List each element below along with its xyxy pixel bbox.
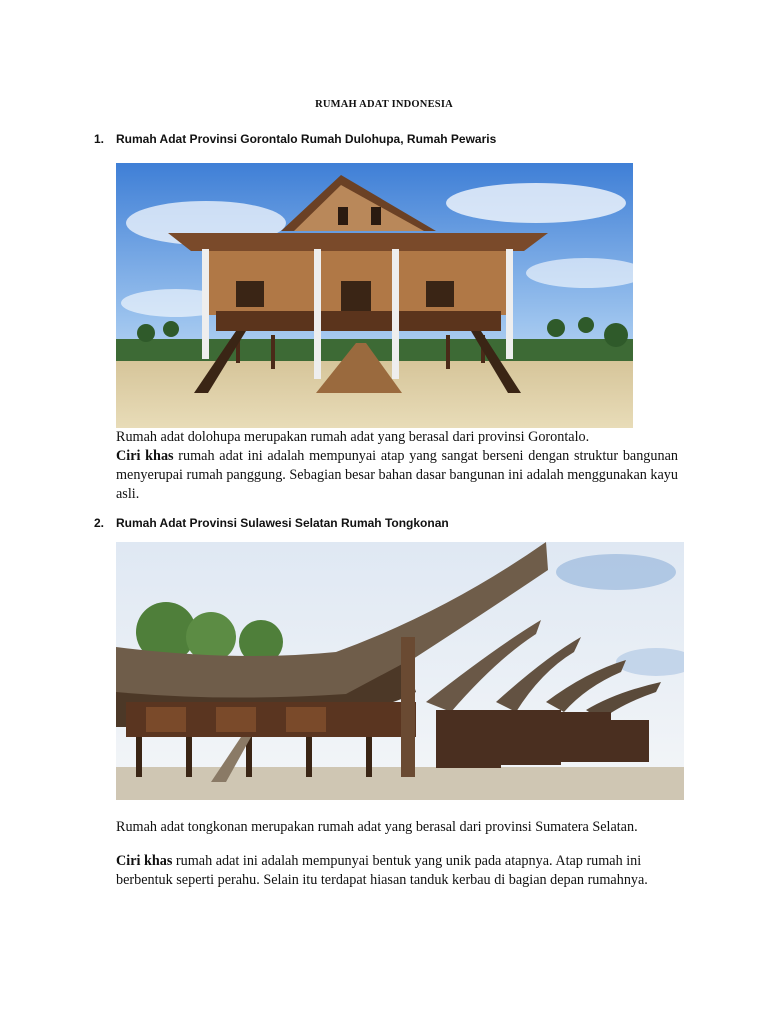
section-2-intro: Rumah adat tongkonan merupakan rumah adat yang berasal dari provinsi Sumatera Selatan. — [116, 819, 638, 835]
section-1-ciri-label: Ciri khas — [116, 448, 174, 464]
section-2-number: 2. — [94, 516, 105, 530]
section-2-heading — [94, 516, 449, 530]
section-1-heading-text: Rumah Adat Provinsi Gorontalo Rumah Dulohupa, Rumah Pewaris — [116, 132, 497, 146]
tongkonan-house-illustration — [116, 542, 684, 800]
section-1-intro: Rumah adat dolohupa merupakan rumah adat yang berasal dari provinsi Gorontalo. — [116, 429, 590, 445]
section-2-description — [116, 852, 678, 890]
section-2-ciri — [116, 852, 678, 890]
dulohupa-house-illustration — [116, 163, 633, 428]
dulohupa-house-photo — [116, 163, 633, 428]
section-2-ciri-text: rumah adat ini adalah mempunyai bentuk yang unik pada atapnya. Atap rumah ini berbentuk seperti perahu. Selain itu terdapat hiasan tanduk kerbau di bagian depan rumahnya. — [116, 853, 648, 888]
section-2-ciri-label: Ciri khas — [116, 853, 173, 869]
section-1-heading — [94, 132, 496, 146]
section-1-number: 1. — [94, 132, 105, 146]
tongkonan-house-photo — [116, 542, 684, 800]
section-2-heading-text: Rumah Adat Provinsi Sulawesi Selatan Rumah Tongkonan — [116, 516, 449, 530]
section-2-intro-block — [116, 818, 678, 837]
section-1-ciri — [116, 447, 678, 504]
document-title: RUMAH ADAT INDONESIA — [315, 99, 453, 110]
section-1-description — [116, 428, 678, 504]
section-1-ciri-text: rumah adat ini adalah mempunyai atap yang sangat berseni dengan struktur bangunan menyerupai rumah panggung. Sebagian besar bahan dasar bangunan ini adalah menggunakan kayu asli. — [116, 448, 678, 502]
